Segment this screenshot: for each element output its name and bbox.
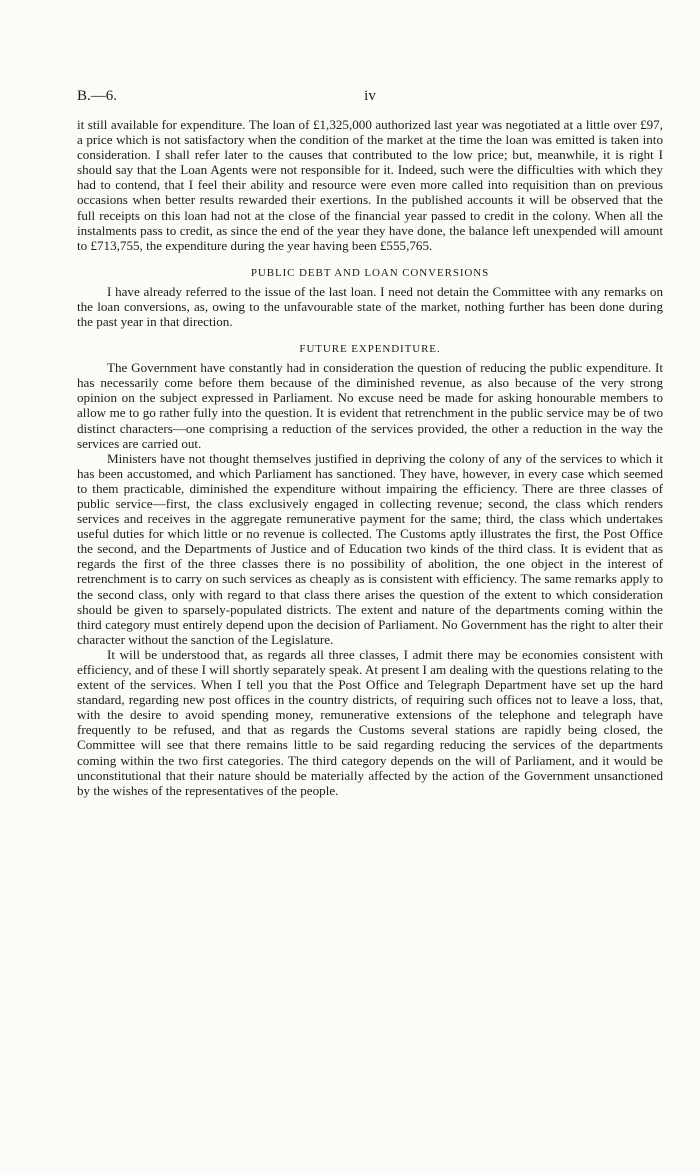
- page-header: [77, 88, 663, 110]
- paragraph-ministers-services: Ministers have not thought themselves justified in depriving the colony of any of the services to which it has been accustomed, and which Parliament has sanctioned. They have, however, in every case which seemed to them practicable, diminished the expenditure without impairing the efficiency. There are three classes of public service—first, the class exclusively engaged in collecting revenue; second, the class which renders services and receives in the aggregate remunerative payment for the same; third, the class which undertakes useful duties for which little or no revenue is collected. The Customs aptly illustrates the first, the Post Office the second, and the Departments of Justice and of Education two kinds of the third class. It is evident that as regards the first of the three classes there is no possibility of abolition, the one object in the interest of retrenchment is to carry on such services as cheaply as is consistent with efficiency. The same remarks apply to the second class, only with regard to that class there arises the question of the extent to which consideration should be given to sparsely-populated districts. The extent and nature of the departments coming within the third category must entirely depend upon the decision of Parliament. No Government has the right to alter their character without the sanction of the Legislature.: [77, 450, 663, 647]
- page-body: [77, 117, 663, 798]
- paragraph-reducing-expenditure: The Government have constantly had in consideration the question of reducing the public expenditure. It has necessarily come before them because of the diminished revenue, as also because of the very strong opinion on the subject expressed in Parliament. No excuse need be made for asking honourable members to allow me to go rather fully into the question. It is evident that retrenchment in the public service may be of two distinct characters—one comprising a reduction of the services provided, the other a reduction in the way the services are carried out.: [77, 360, 663, 451]
- paragraph-three-classes: It will be understood that, as regards all three classes, I admit there may be economies consistent with efficiency, and of these I will shortly separately speak. At present I am dealing with the questions relating to the extent of the services. When I tell you that the Post Office and Telegraph Department have set up the hard standard, regarding new post offices in the country districts, of requiring such offices not to leave a loss, that, with the desire to avoid spending money, remunerative extensions of the telephone and telegraph have frequently to be refused, and that as regards the Customs several stations are rapidly being closed, the Committee will see that there remains little to be said regarding reducing the services of the departments coming within the two first categories. The third category depends on the will of Parliament, and it would be unconstitutional that their nature should be materially affected by the action of the Government unsanctioned by the wishes of the representatives of the people.: [77, 646, 663, 798]
- paragraph-loan-conversions: I have already referred to the issue of the last loan. I need not detain the Committee with any remarks on the loan conversions, as, owing to the unfavourable state of the market, nothing further has been done during the past year in that direction.: [77, 283, 663, 330]
- document-reference: B.—6.: [77, 88, 118, 104]
- page-number: iv: [364, 88, 376, 104]
- heading-public-debt: PUBLIC DEBT AND LOAN CONVERSIONS: [250, 266, 490, 279]
- paragraph-loan-intro: it still available for expenditure. The loan of £1,325,000 authorized last year was negotiated at a little over £97, a price which is not satisfactory when the condition of the market at the time the loan was emitted is taken into consideration. I shall refer later to the causes that contributed to the low price; but, meanwhile, it is right I should say that the Loan Agents were not responsible for it. Indeed, such were the difficulties with which they had to contend, that I feel their ability and resource were even more called into requisition than on previous occasions when better results rewarded their exertions. In the published accounts it will be observed that the full receipts on this loan had not at the close of the financial year passed to credit in the colony. When all the instalments pass to credit, as since the end of the year they have done, the balance left unexpended will amount to £713,755, the expenditure during the year having been £555,765.: [77, 117, 663, 253]
- heading-future-expenditure: FUTURE EXPENDITURE.: [299, 343, 441, 356]
